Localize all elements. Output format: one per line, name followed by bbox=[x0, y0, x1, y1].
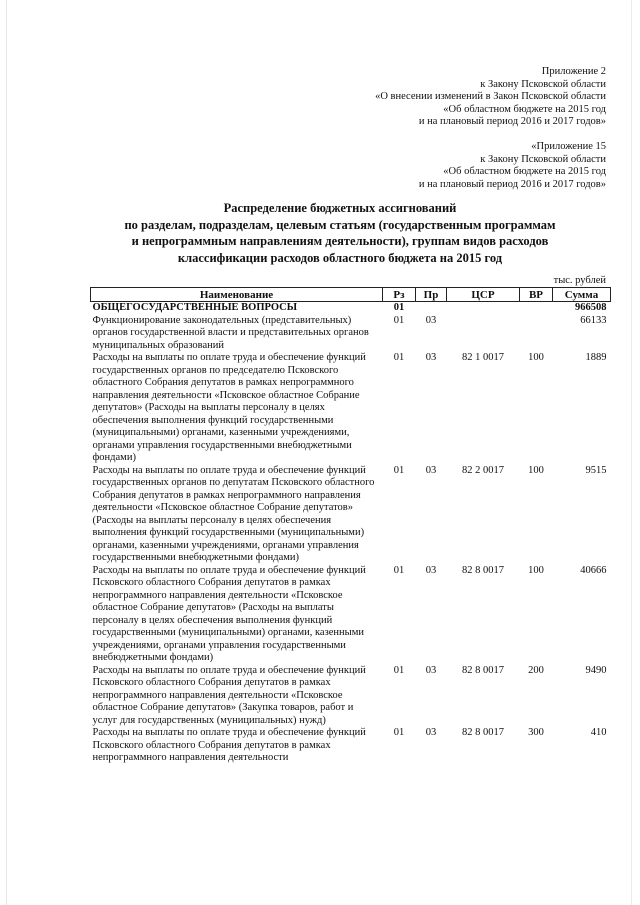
header-csr: ЦСР bbox=[447, 288, 520, 302]
cell-pr bbox=[416, 302, 447, 315]
table-row bbox=[91, 302, 611, 315]
cell-vr bbox=[520, 315, 553, 353]
table-row bbox=[91, 315, 611, 353]
appendix-line: к Закону Псковской области bbox=[480, 153, 606, 165]
cell-pr: 03 bbox=[425, 727, 437, 738]
cell-sum: 9490 bbox=[585, 664, 607, 676]
cell-csr bbox=[447, 315, 520, 353]
cell-name: Расходы на выплаты по оплате труда и обеспечение функций государственных органов по депутатам Псковского областного Собрания депутатов в рамках непрограммного направления деятельности «Псковское областное Собрание депутатов» (Расходы на выплаты персоналу в целях обеспечения выполнения функций государственными (муниципальными) органами, казенными учреждениями, органами управления государственными внебюджетными фондами) bbox=[92, 464, 375, 563]
appendix-line: и на плановый период 2016 и 2017 годов» bbox=[418, 116, 606, 127]
cell-vr: 200 bbox=[528, 664, 544, 676]
cell-rz: 01 bbox=[393, 664, 405, 676]
cell-sum: 966508 bbox=[575, 302, 607, 313]
document-title bbox=[60, 200, 620, 266]
cell-csr: 82 8 0017 bbox=[462, 664, 504, 676]
budget-table bbox=[90, 287, 611, 765]
title-line: Распределение бюджетных ассигнований bbox=[223, 201, 457, 215]
cell-rz: 01 bbox=[393, 464, 405, 476]
cell-pr: 03 bbox=[425, 314, 437, 326]
cell-csr bbox=[447, 302, 520, 315]
header-sum: Сумма bbox=[553, 288, 611, 302]
appendix-line: «Об областном бюджете на 2015 год bbox=[443, 166, 606, 177]
appendix-line: и на плановый период 2016 и 2017 годов» bbox=[418, 178, 606, 190]
header-vr: ВР bbox=[520, 288, 553, 302]
cell-vr: 100 bbox=[528, 564, 544, 576]
header-rz: Рз bbox=[383, 288, 416, 302]
cell-sum: 66133 bbox=[580, 314, 607, 326]
cell-rz: 01 bbox=[393, 314, 405, 326]
cell-name: ОБЩЕГОСУДАРСТВЕННЫЕ ВОПРОСЫ bbox=[92, 302, 298, 313]
cell-rz: 01 bbox=[393, 352, 405, 363]
cell-name: Функционирование законодательных (представительных) органов государственной власти и представительных органов муниципальных образований bbox=[92, 314, 369, 351]
title-line: классификации расходов областного бюджета на 2015 год bbox=[177, 250, 503, 265]
cell-vr: 100 bbox=[528, 464, 544, 476]
cell-pr: 03 bbox=[425, 352, 437, 363]
appendix-line: «Об областном бюджете на 2015 год bbox=[443, 103, 606, 115]
cell-name: Расходы на выплаты по оплате труда и обеспечение функций Псковского областного Собрания депутатов в рамках непрограммного направления деятельности bbox=[92, 727, 366, 763]
cell-name: Расходы на выплаты по оплате труда и обеспечение функций Псковского областного Собрания депутатов в рамках непрограммного направления деятельности «Псковское областное Собрание депутатов» (Закупка товаров, работ и услуг для государственных (муниципальных) нужд) bbox=[92, 664, 366, 726]
cell-sum: 9515 bbox=[585, 464, 607, 476]
cell-rz: 01 bbox=[393, 727, 405, 738]
scan-edge-left bbox=[6, 0, 7, 905]
scan-edge-right bbox=[631, 0, 632, 905]
header-pr: Пр bbox=[416, 288, 447, 302]
cell-vr bbox=[520, 302, 553, 315]
cell-sum: 1889 bbox=[585, 352, 607, 363]
cell-name: Расходы на выплаты по оплате труда и обеспечение функций государственных органов по председателю Псковского областного Собрания депутатов в рамках непрограммного направления деятельности «Псковское областное Собрание депутатов» (Расходы на выплаты персоналу в целях обеспечения выполнения функций государственными (муниципальными) органами, казенными учреждениями, органами управления государственными внебюджетными фондами) bbox=[92, 352, 366, 463]
cell-pr: 03 bbox=[425, 464, 437, 476]
appendix-header-2 bbox=[419, 141, 606, 191]
table-row bbox=[91, 465, 611, 565]
cell-pr: 03 bbox=[425, 664, 437, 676]
cell-csr: 82 2 0017 bbox=[462, 464, 504, 476]
cell-vr: 100 bbox=[528, 352, 544, 363]
title-line: по разделам, подразделам, целевым статьям (государственным программам bbox=[124, 217, 556, 232]
title-line: и непрограммным направлениям деятельности), группам видов расходов bbox=[131, 234, 549, 248]
cell-csr: 82 8 0017 bbox=[462, 727, 504, 738]
cell-csr: 82 8 0017 bbox=[462, 564, 504, 576]
appendix-line: Приложение 2 bbox=[541, 66, 606, 77]
cell-sum: 410 bbox=[590, 727, 607, 738]
cell-pr: 03 bbox=[425, 564, 437, 576]
cell-name: Расходы на выплаты по оплате труда и обеспечение функций Псковского областного Собрания депутатов в рамках непрограммного направления деятельности «Псковское областное Собрание депутатов» (Расходы на выплаты персоналу в целях обеспечения выполнения функций государственными (муниципальными) органами, казенными учреждениями, органами управления государственными внебюджетными фондами) bbox=[92, 564, 366, 663]
appendix-line: «О внесении изменений в Закон Псковской области bbox=[375, 91, 606, 102]
cell-csr: 82 1 0017 bbox=[462, 352, 504, 363]
cell-vr: 300 bbox=[528, 727, 544, 738]
header-name: Наименование bbox=[91, 288, 383, 302]
appendix-header-1 bbox=[375, 66, 606, 129]
cell-rz: 01 bbox=[393, 302, 405, 313]
table-row bbox=[91, 665, 611, 728]
table-header-row bbox=[91, 288, 611, 302]
table-row bbox=[91, 727, 611, 765]
table-row bbox=[91, 352, 611, 465]
table-row bbox=[91, 565, 611, 665]
units-label: тыс. рублей bbox=[553, 275, 606, 286]
cell-rz: 01 bbox=[393, 564, 405, 576]
cell-sum: 40666 bbox=[580, 564, 607, 576]
appendix-line: к Закону Псковской области bbox=[480, 78, 606, 90]
appendix-line: «Приложение 15 bbox=[531, 141, 606, 152]
